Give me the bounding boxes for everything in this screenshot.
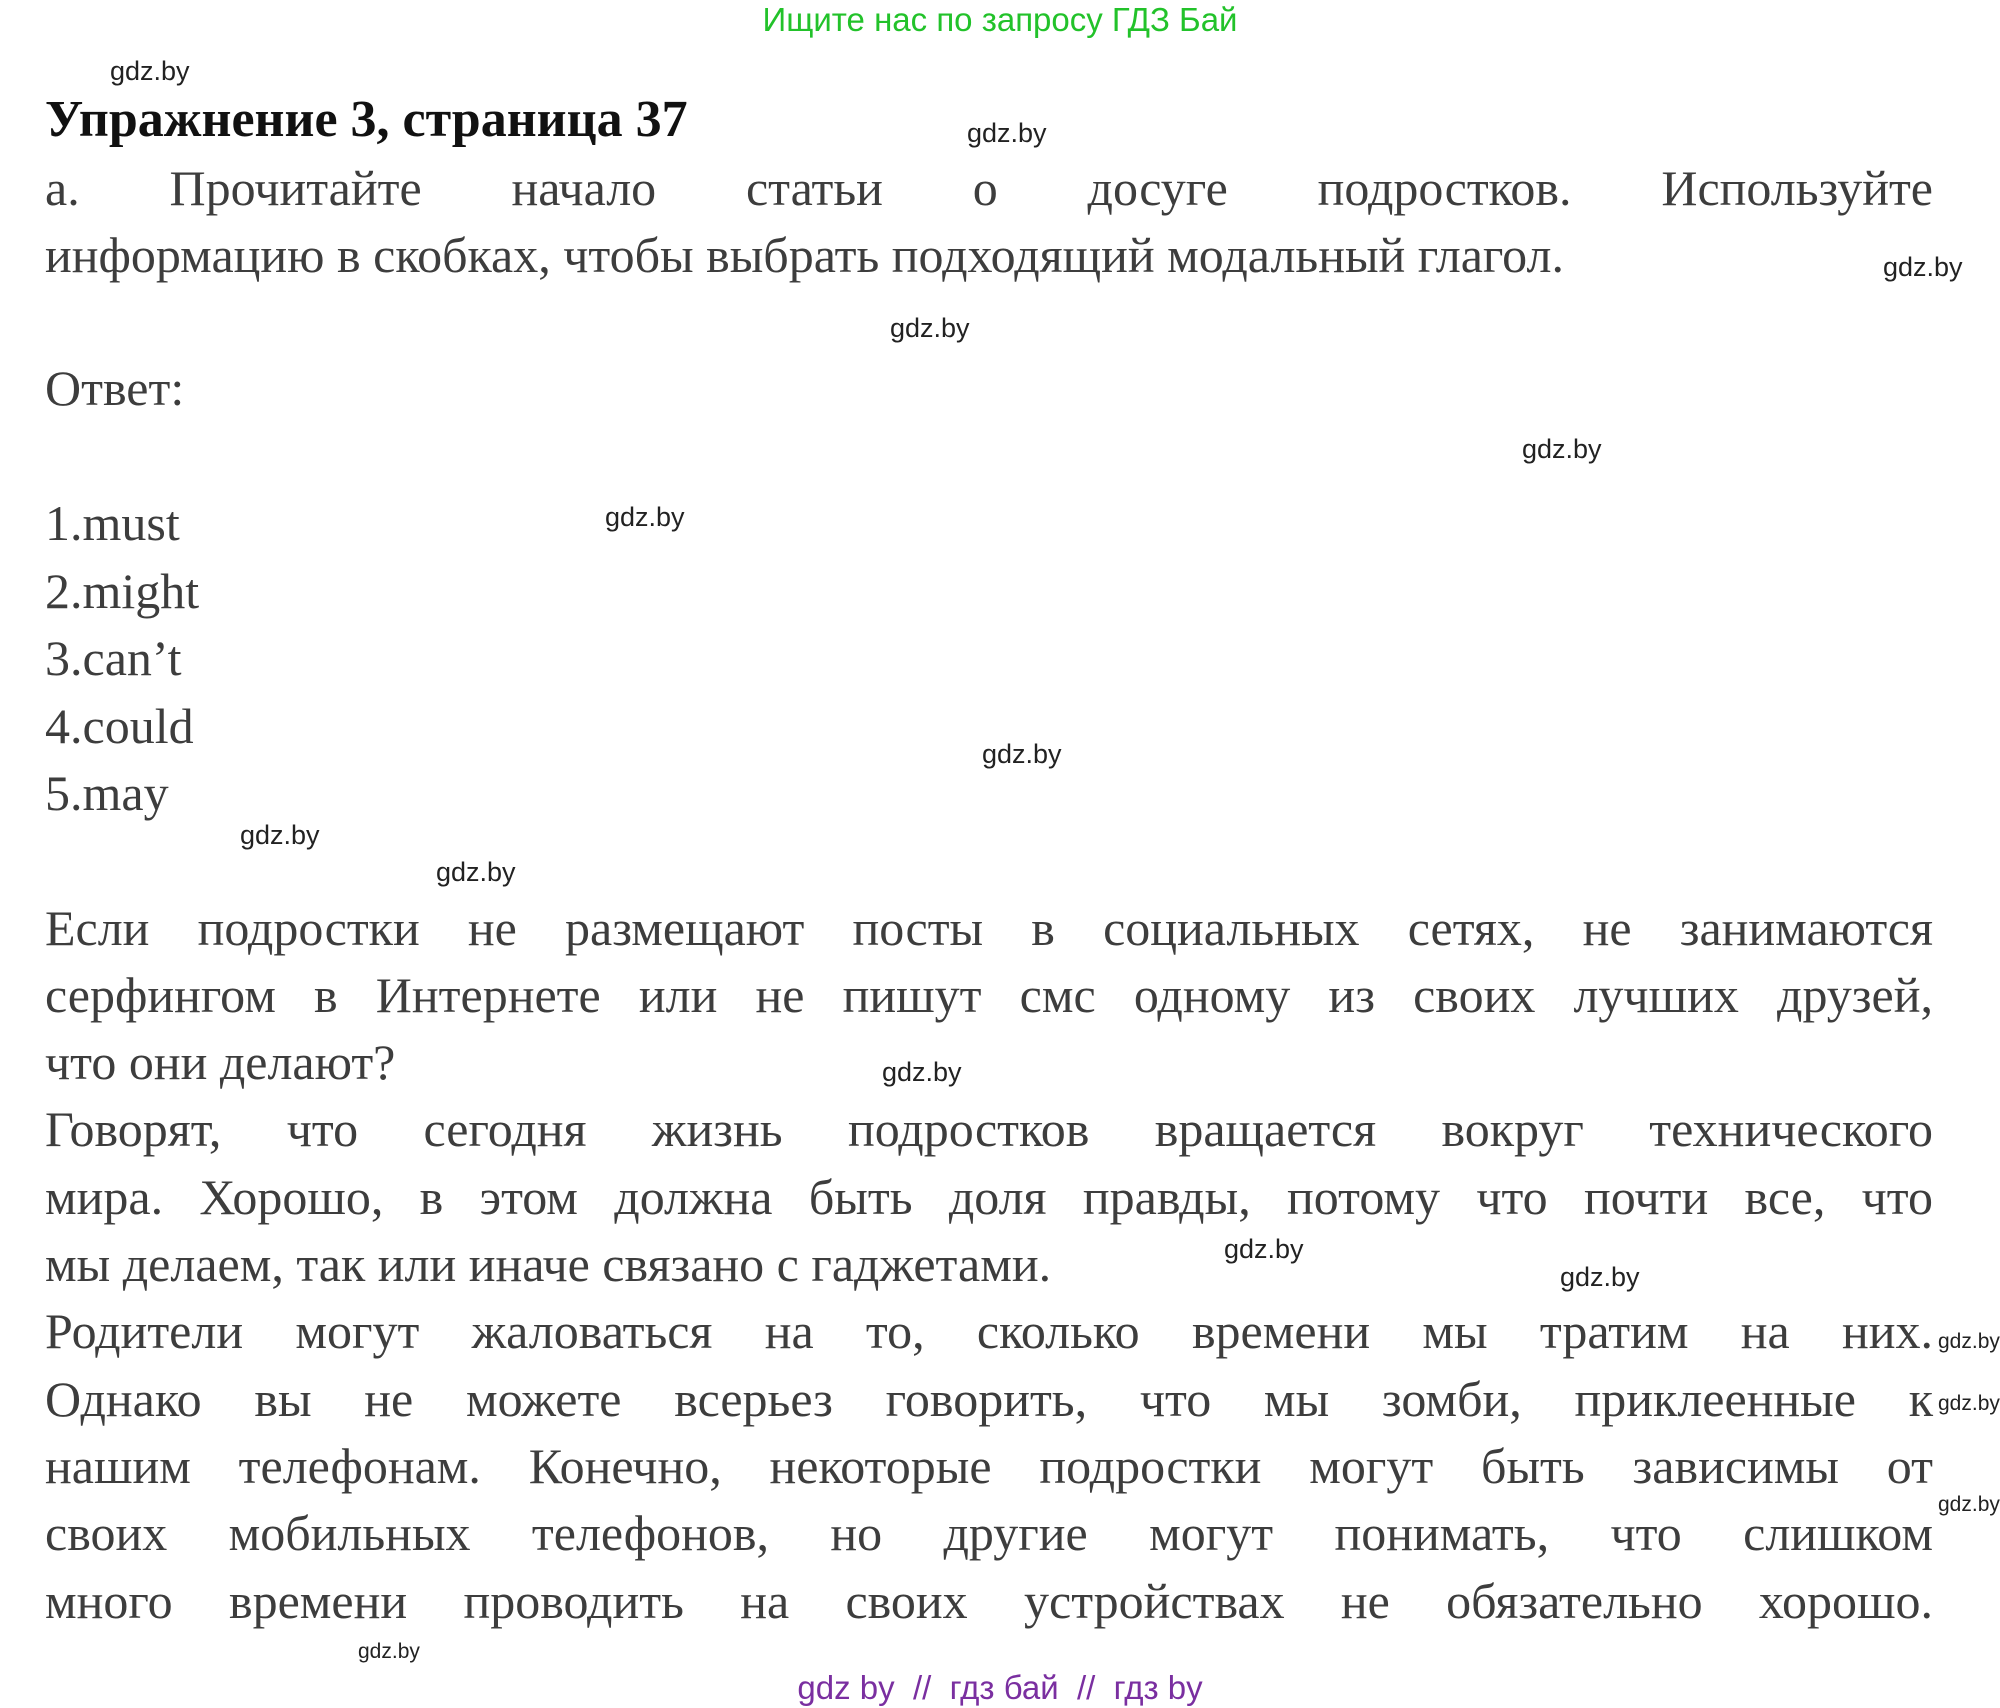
- watermark: gdz.by: [358, 1640, 420, 1663]
- watermark: gdz.by: [882, 1057, 962, 1087]
- answer-label: Ответ:: [45, 360, 185, 416]
- watermark: gdz.by: [982, 739, 1062, 769]
- watermark: gdz.by: [1938, 1392, 2000, 1415]
- answer-item: 5.may: [45, 765, 169, 821]
- watermark: gdz.by: [240, 820, 320, 850]
- task-line: а. Прочитайте начало статьи о досуге подростков. Используйте: [45, 160, 1933, 216]
- answer-item: 3.can’t: [45, 630, 182, 686]
- watermark: gdz.by: [1560, 1262, 1640, 1292]
- watermark: gdz.by: [890, 313, 970, 343]
- page-title: Упражнение 3, страница 37: [45, 91, 688, 148]
- text-line: нашим телефонам. Конечно, некоторые подростки могут быть зависимы от: [45, 1438, 1933, 1494]
- footer-links: gdz by // гдз бай // гдз by: [797, 1669, 1203, 1706]
- watermark: gdz.by: [1883, 252, 1963, 282]
- watermark: gdz.by: [1522, 434, 1602, 464]
- text-line: Однако вы не можете всерьез говорить, что мы зомби, приклеенные к: [45, 1371, 1933, 1427]
- answer-item: 1.must: [45, 495, 180, 551]
- watermark: gdz.by: [436, 857, 516, 887]
- text-line: своих мобильных телефонов, но другие могут понимать, что слишком: [45, 1505, 1933, 1561]
- text-line: что они делают?: [45, 1034, 396, 1090]
- answer-list: [45, 490, 199, 828]
- text-line: мира. Хорошо, в этом должна быть доля правды, потому что почти все, что: [45, 1169, 1933, 1225]
- answer-item: 2.might: [45, 562, 200, 619]
- watermark: gdz.by: [1224, 1234, 1304, 1264]
- watermark: gdz.by: [110, 56, 190, 86]
- text-line: Родители могут жаловаться на то, сколько времени мы тратим на них.: [45, 1303, 1933, 1359]
- text-line: серфингом в Интернете или не пишут смс одному из своих лучших друзей,: [45, 967, 1933, 1023]
- answer-item: 4.could: [45, 697, 194, 754]
- watermark: gdz.by: [967, 118, 1047, 148]
- watermark: gdz.by: [605, 502, 685, 532]
- watermark: gdz.by: [1938, 1330, 2000, 1353]
- text-line: много времени проводить на своих устройствах не обязательно хорошо.: [45, 1573, 1933, 1629]
- text-line: Если подростки не размещают посты в социальных сетях, не занимаются: [45, 900, 1933, 956]
- text-line: мы делаем, так или иначе связано с гаджетами.: [45, 1236, 1052, 1292]
- search-banner: Ищите нас по запросу ГДЗ Бай: [762, 1, 1238, 38]
- task-line: информацию в скобках, чтобы выбрать подходящий модальный глагол.: [45, 227, 1564, 283]
- watermark: gdz.by: [1938, 1493, 2000, 1516]
- text-line: Говорят, что сегодня жизнь подростков вращается вокруг технического: [45, 1101, 1933, 1157]
